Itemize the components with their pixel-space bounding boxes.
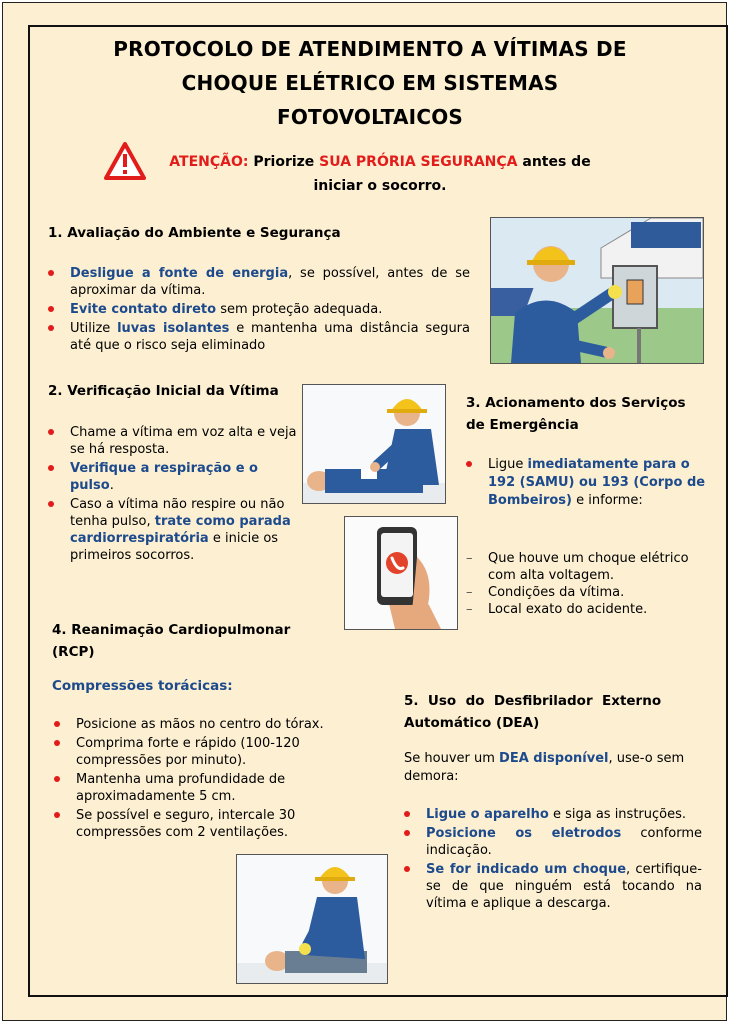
worker-switch-illustration xyxy=(490,217,704,364)
item-strong: Evite contato direto xyxy=(70,302,217,317)
intro-strong: DEA disponível xyxy=(499,751,609,766)
item-strong: Verifique a respiração e o pulso xyxy=(70,461,258,493)
item-text: e informe: xyxy=(572,493,643,508)
section4-item: Comprima forte e rápido (100-120 compressões por minuto). xyxy=(54,735,354,769)
title-line-3: FOTOVOLTAICOS xyxy=(276,105,464,129)
section3-dash-item: – Local exato do acidente. xyxy=(466,601,711,618)
section5-item xyxy=(404,806,702,823)
section1-item xyxy=(48,301,470,318)
section3-dash-item: – Condições da vítima. xyxy=(466,584,711,601)
title-line-1: PROTOCOLO DE ATENDIMENTO A VÍTIMAS DE xyxy=(113,37,627,61)
section5-item xyxy=(404,861,702,912)
intro-text: , use-o sem demora: xyxy=(404,751,685,784)
section3-bullet xyxy=(466,456,706,512)
section5-heading xyxy=(404,690,702,734)
section3-dash-item: – Que houve um choque elétrico com alta voltagem. xyxy=(466,550,711,584)
section1-item xyxy=(48,265,470,299)
section4-heading xyxy=(52,619,290,663)
item-text: e siga as instruções. xyxy=(548,807,687,822)
section1-heading: 1. Avaliação do Ambiente e Segurança xyxy=(48,225,341,241)
title-line-2: CHOQUE ELÉTRICO EM SISTEMAS xyxy=(181,71,559,95)
attention-label: ATENÇÃO: xyxy=(169,154,249,170)
section4-heading-line2: (RCP) xyxy=(52,644,95,660)
section2-item xyxy=(48,496,298,564)
item-text: Utilize xyxy=(70,321,118,336)
item-strong: trate como parada cardiorrespiratória xyxy=(70,514,291,546)
attention-text: Priorize xyxy=(248,154,320,170)
section4-item: Se possível e seguro, intercale 30 compressões com 2 ventilações. xyxy=(54,807,354,841)
item-strong: Desligue a fonte de energia xyxy=(70,266,289,281)
section3-heading-line1: 3. Acionamento dos Serviços xyxy=(466,395,686,411)
section5-heading-line1: 5. Uso do Desfibrilador Externo xyxy=(404,693,662,709)
section1-item xyxy=(48,320,470,354)
item-text: Caso a vítima não respire ou não tenha pulso, xyxy=(70,497,285,529)
item-strong: Ligue o aparelho xyxy=(426,807,549,822)
section5-list xyxy=(404,806,702,914)
item-strong: Se for indicado um choque xyxy=(426,862,627,877)
section1-list xyxy=(48,265,470,356)
item-text: e mantenha uma distância segura até que o risco seja eliminado xyxy=(70,321,470,353)
phone-call-illustration xyxy=(344,516,458,630)
section2-list xyxy=(48,424,298,566)
rescuer-victim-illustration xyxy=(302,384,446,504)
intro-text: Se houver um xyxy=(404,751,500,766)
item-text: sem proteção adequada. xyxy=(216,302,383,317)
item-strong: luvas isolantes xyxy=(117,321,230,336)
section3-dash-list xyxy=(466,550,711,618)
item-strong: Posicione os eletrodos xyxy=(426,826,622,841)
cpr-illustration xyxy=(236,854,388,984)
section3-heading-line2: de Emergência xyxy=(466,417,579,433)
attention-note xyxy=(100,150,660,198)
section4-heading-line1: 4. Reanimação Cardiopulmonar xyxy=(52,622,291,638)
section4-list xyxy=(54,716,354,843)
section4-item: Posicione as mãos no centro do tórax. xyxy=(54,716,354,733)
section5-intro xyxy=(404,750,704,786)
section2-item xyxy=(48,424,298,458)
section5-heading-line2: Automático (DEA) xyxy=(404,715,540,731)
item-text: . xyxy=(109,478,114,493)
item-text: Chame a vítima em voz alta e veja se há resposta. xyxy=(70,425,297,457)
item-text: , se possível, antes de se aproximar da vítima. xyxy=(70,266,470,298)
page-title xyxy=(60,32,680,134)
section2-item xyxy=(48,460,298,494)
item-text: , certifique-se de que ninguém está tocando na vítima e aplique a descarga. xyxy=(426,862,702,911)
item-strong: imediatamente para o 192 (SAMU) ou 193 (Corpo de Bombeiros) xyxy=(488,457,706,508)
section5-item xyxy=(404,825,702,859)
section4-subheading: Compressões torácicas: xyxy=(52,678,233,694)
attention-line-2: iniciar o socorro. xyxy=(313,178,447,194)
item-text: Ligue xyxy=(488,457,528,472)
section2-heading: 2. Verificação Inicial da Vítima xyxy=(48,383,279,399)
section3-heading xyxy=(466,392,686,436)
attention-text-end: antes de xyxy=(517,154,591,170)
section4-item: Mantenha uma profundidade de aproximadamente 5 cm. xyxy=(54,771,354,805)
section3-item xyxy=(466,456,706,510)
item-text: conforme indicação. xyxy=(426,826,702,858)
item-text: e inicie os primeiros socorros. xyxy=(70,531,279,563)
attention-highlight: SUA PRÓRIA SEGURANÇA xyxy=(319,154,518,170)
